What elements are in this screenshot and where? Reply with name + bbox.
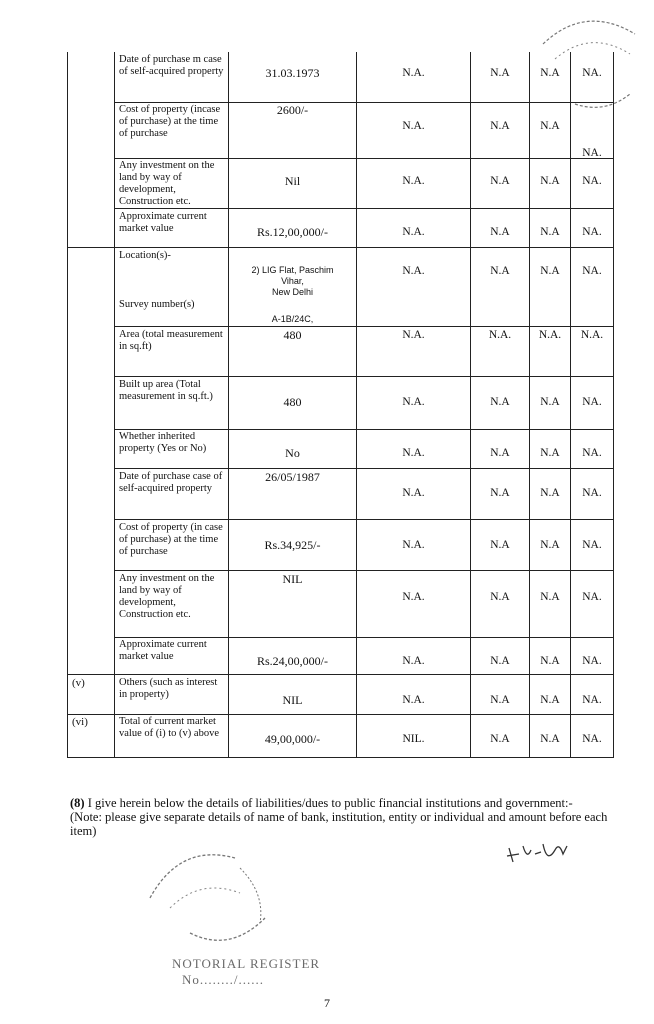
row-value: NIL: [282, 573, 303, 585]
row-c2: N.A: [490, 733, 510, 745]
row-value: No: [285, 447, 300, 459]
row-c4: NA.: [582, 396, 602, 408]
page-number: 7: [324, 996, 330, 1010]
row-desc: Total of current market value of (i) to (v) above: [119, 716, 220, 739]
row-c2: N.A: [490, 175, 510, 187]
row-c2: N.A: [490, 265, 510, 277]
row-c1: N.A.: [402, 265, 425, 277]
row-c4: NA.: [582, 265, 602, 277]
row-c3: N.A: [540, 265, 560, 277]
row-c2: N.A: [490, 67, 510, 79]
row-value: 2600/-: [276, 104, 309, 116]
row-value: 480: [283, 329, 302, 341]
h-line: [114, 158, 614, 159]
liabilities-heading-number: (8): [70, 796, 85, 810]
notary-seal-top: [535, 4, 645, 124]
h-line: [67, 674, 614, 675]
row-desc: Any investment on the land by way of development, Construction etc.: [119, 573, 215, 620]
row-value-line: Vihar,: [281, 276, 304, 286]
row-c2: N.A: [490, 226, 510, 238]
row-c3: N.A: [540, 120, 560, 132]
row-c3: N.A: [540, 226, 560, 238]
row-desc: Whether inherited property (Yes or No): [119, 431, 207, 454]
row-c2: N.A.: [488, 329, 512, 341]
notarial-register-line2: No......../......: [182, 972, 264, 987]
handwritten-signature: [505, 836, 575, 866]
row-c2: N.A: [490, 120, 510, 132]
row-desc: Date of purchase m case of self-acquired property: [119, 54, 224, 77]
liabilities-section: [70, 796, 610, 838]
h-line: [114, 519, 614, 520]
row-c1: N.A.: [402, 694, 425, 706]
row-value: 49,00,000/-: [264, 733, 321, 745]
row-c3: N.A: [540, 67, 560, 79]
row-c4: NA.: [582, 147, 602, 159]
row-c4: NA.: [582, 226, 602, 238]
notary-seal-bottom: [140, 838, 280, 958]
row-desc: Location(s)-: [119, 250, 171, 261]
row-c4: NA.: [582, 539, 602, 551]
row-desc: Built up area (Total measurement in sq.ft.): [119, 379, 213, 402]
h-line: [68, 247, 614, 248]
row-desc: Date of purchase case of self-acquired property: [119, 471, 223, 494]
row-value-line: New Delhi: [271, 287, 313, 297]
row-c1: N.A.: [402, 487, 425, 499]
h-line: [114, 570, 614, 571]
row-desc: Area (total measurement in sq.ft): [119, 329, 223, 352]
row-c1: N.A.: [402, 67, 425, 79]
row-c2: N.A: [490, 694, 510, 706]
h-line: [114, 376, 614, 377]
row-c1: N.A.: [402, 120, 425, 132]
row-c1: N.A.: [402, 447, 425, 459]
row-c4: N.A.: [580, 329, 604, 341]
row-c3: N.A: [540, 733, 560, 745]
row-c2: N.A: [490, 539, 510, 551]
h-line: [114, 429, 614, 430]
row-desc: Cost of property (incase of purchase) at the time of purchase: [119, 104, 221, 139]
v-line: [67, 52, 68, 758]
row-value: Rs.34,925/-: [264, 539, 321, 551]
row-desc: Any investment on the land by way of development, Construction etc.: [119, 160, 215, 207]
row-desc: Others (such as interest in property): [119, 677, 218, 700]
liabilities-heading-text: I give herein below the details of liabilities/dues to public financial institutions and government:-: [87, 796, 573, 810]
row-c1: N.A.: [402, 175, 425, 187]
row-c3: N.A: [540, 175, 560, 187]
h-line: [114, 637, 614, 638]
row-c4: NA.: [582, 655, 602, 667]
row-value: 26/05/1987: [265, 471, 320, 483]
row-c2: N.A: [490, 396, 510, 408]
liabilities-note: (Note: please give separate details of name of bank, institution, entity or individual and amount before each item): [70, 810, 608, 838]
row-value: 480: [283, 396, 302, 408]
row-c2: N.A: [490, 591, 510, 603]
row-c4: NA.: [582, 591, 602, 603]
row-value: Rs.12,00,000/-: [256, 226, 328, 238]
h-line: [67, 757, 614, 758]
notarial-register: [172, 956, 320, 988]
row-value: Nil: [284, 175, 301, 187]
row-c1: N.A.: [402, 655, 425, 667]
row-c3: N.A: [540, 487, 560, 499]
row-c4: NA.: [582, 487, 602, 499]
h-line: [67, 714, 614, 715]
row-value: Rs.24,00,000/-: [256, 655, 328, 667]
row-c2: N.A: [490, 655, 510, 667]
row-c4: NA.: [582, 67, 602, 79]
row-c3: N.A: [540, 591, 560, 603]
row-c2: N.A: [490, 487, 510, 499]
row-c4: NA.: [582, 733, 602, 745]
row-c4: NA.: [582, 447, 602, 459]
row-desc: Approximate current market value: [119, 211, 207, 234]
h-line: [114, 468, 614, 469]
row-value: NIL: [282, 694, 303, 706]
h-line: [114, 208, 614, 209]
row-roman: (v): [72, 677, 85, 689]
row-c1: N.A.: [402, 396, 425, 408]
row-c1: N.A.: [402, 329, 425, 341]
row-c3: N.A: [540, 396, 560, 408]
h-line: [114, 326, 614, 327]
row-c3: N.A: [540, 539, 560, 551]
row-c1: N.A.: [402, 591, 425, 603]
row-value-line: 2) LIG Flat, Paschim: [251, 265, 334, 275]
row-c2: N.A: [490, 447, 510, 459]
row-c1: N.A.: [402, 539, 425, 551]
row-c1: NIL.: [402, 733, 425, 745]
liabilities-heading: [70, 796, 610, 810]
row-c3: N.A: [540, 694, 560, 706]
row-desc: Cost of property (in case of purchase) at the time of purchase: [119, 522, 223, 557]
row-c4: NA.: [582, 175, 602, 187]
row-value-line: A-1B/24C,: [271, 314, 314, 324]
row-desc: Approximate current market value: [119, 639, 207, 662]
row-value: 31.03.1973: [265, 67, 320, 79]
row-desc-survey: Survey number(s): [119, 299, 195, 310]
row-c3: N.A: [540, 447, 560, 459]
row-c3: N.A: [540, 655, 560, 667]
row-c3: N.A.: [538, 329, 562, 341]
row-roman: (vi): [72, 716, 88, 728]
row-c4: NA.: [582, 694, 602, 706]
notarial-register-line1: NOTORIAL REGISTER: [172, 956, 321, 971]
row-c1: N.A.: [402, 226, 425, 238]
